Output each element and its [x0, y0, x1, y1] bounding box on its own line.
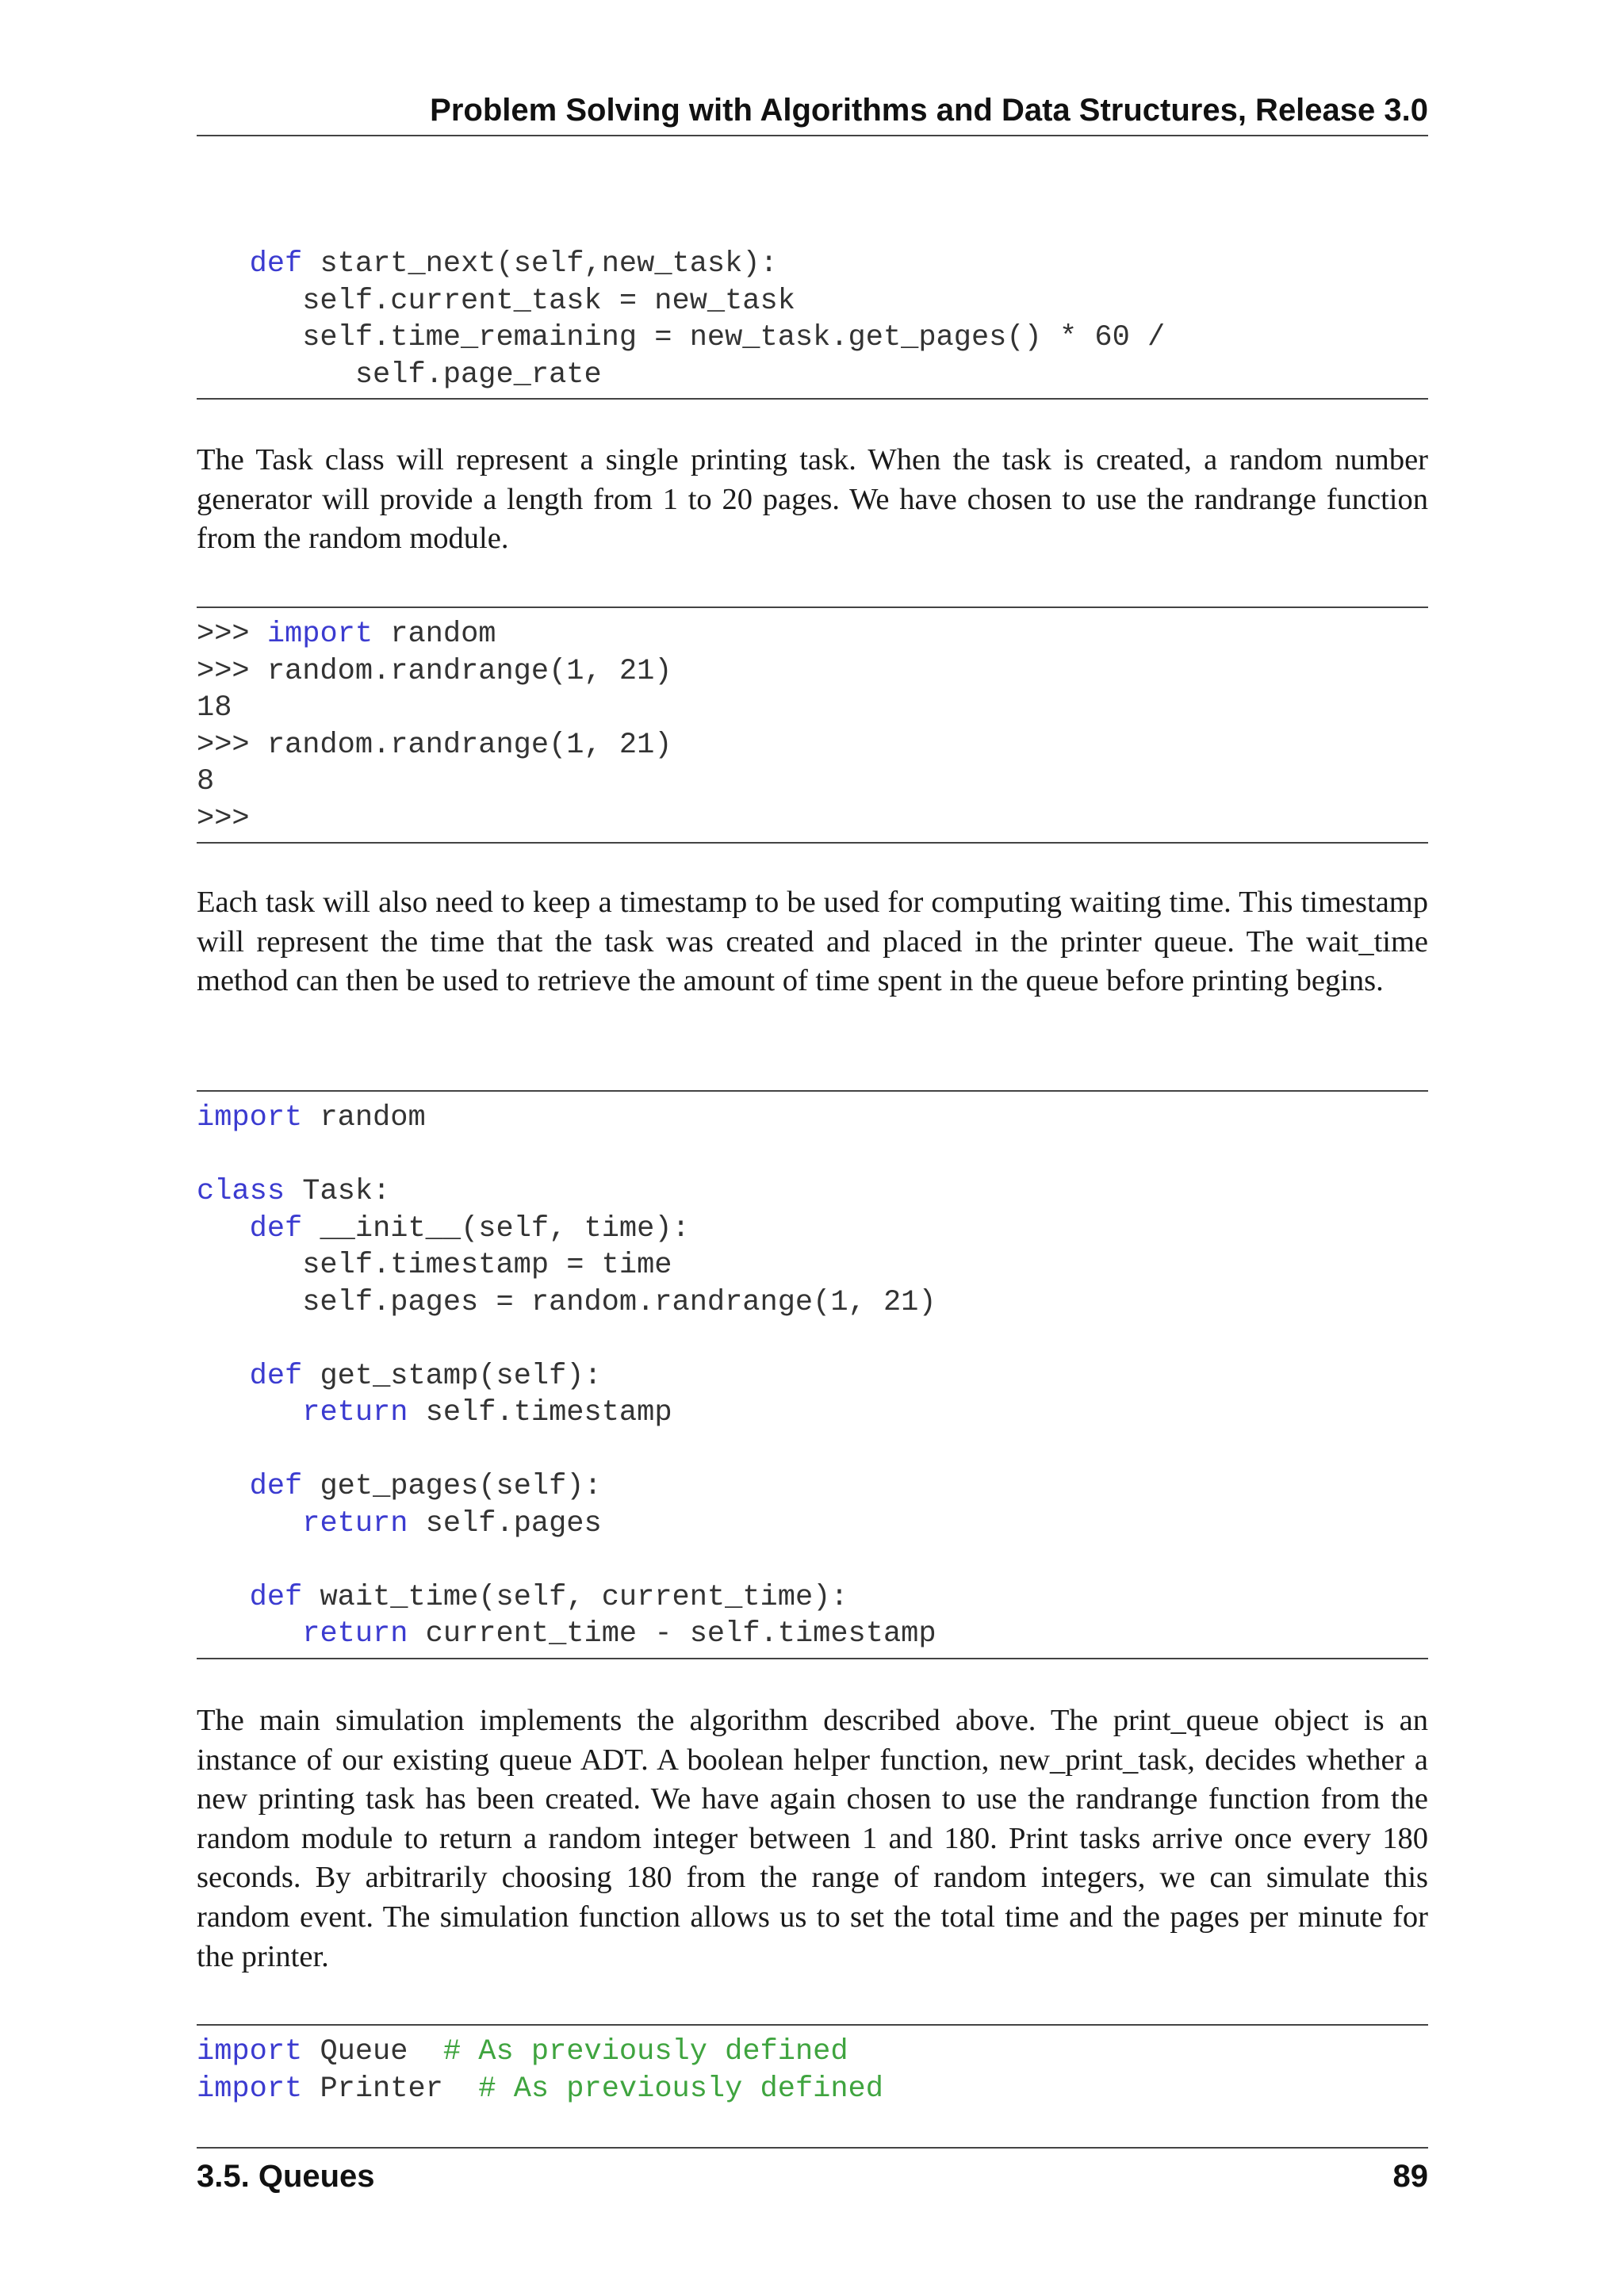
code-text: 18 [197, 691, 232, 725]
code-text: self.pages = random.randrange(1, 21) [197, 1285, 936, 1319]
code-line [197, 801, 1428, 838]
code-text: 8 [197, 765, 215, 798]
code-line [197, 2034, 1428, 2071]
code-block-randrange [197, 607, 1428, 844]
code-line [197, 616, 1428, 653]
code-keyword: import [197, 1101, 303, 1135]
code-line [197, 1468, 1428, 1506]
code-line [197, 1137, 1428, 1174]
code-line [197, 1358, 1428, 1395]
code-text: >>> random.randrange(1, 21) [197, 728, 672, 762]
code-block-task-class [197, 1090, 1428, 1659]
code-text: >>> [197, 618, 267, 651]
code-text: self.page_rate [197, 358, 602, 392]
code-line [197, 1100, 1428, 1137]
code-line [197, 1211, 1428, 1248]
code-text: current_time - self.timestamp [408, 1617, 936, 1651]
code-line [197, 1247, 1428, 1284]
code-keyword: def [249, 1580, 303, 1614]
footer-page-number: 89 [1392, 2159, 1428, 2194]
code-keyword: return [302, 1396, 408, 1429]
footer-rule [197, 2147, 1428, 2149]
code-text: Task: [285, 1175, 391, 1208]
paragraph-timestamp: Each task will also need to keep a timestamp to be used for computing waiting time. This timestamp will represent the time that the task was created and placed in the printer queue. The wait_time method can then be used to retrieve the amount of time spent in the queue before printing begins. [197, 886, 1428, 998]
code-text [197, 1470, 250, 1503]
code-text: self.timestamp [408, 1396, 672, 1429]
document-page [197, 0, 1428, 2296]
running-header: Problem Solving with Algorithms and Data Structures, Release 3.0 [430, 93, 1428, 128]
code-text: >>> random.randrange(1, 21) [197, 654, 672, 688]
code-text [197, 1396, 302, 1429]
code-text: random [373, 618, 496, 651]
code-block-printer-tail [197, 246, 1428, 400]
code-text [197, 1212, 250, 1246]
paragraph-main-simulation: The main simulation implements the algorithm described above. The print_queue object is an instance of our existing queue ADT. A boolean helper function, new_print_task, decides whether a new printing task has been created. We have again chosen to use the randrange function from the random module to return a random integer between 1 and 180. Print tasks arrive once every 180 seconds. By arbitrarily choosing 180 from the range of random integers, we can simulate this random event. The simulation function allows us to set the total time and the pages per minute for the printer. [197, 1704, 1428, 1973]
code-keyword: def [249, 1211, 303, 1246]
code-line [197, 727, 1428, 764]
code-line [197, 1321, 1428, 1358]
code-line [197, 690, 1428, 727]
code-line [197, 2071, 1428, 2108]
code-line [197, 1432, 1428, 1469]
code-keyword: return [302, 1506, 408, 1540]
code-text [197, 1581, 250, 1614]
code-block-imports [197, 2024, 1428, 2107]
code-keyword: class [197, 1175, 285, 1208]
footer-section-title: 3.5. Queues [197, 2159, 375, 2194]
code-text: self.timestamp = time [197, 1249, 672, 1282]
code-text: self.pages [408, 1506, 602, 1540]
code-line [197, 357, 1428, 394]
code-text: random [302, 1101, 426, 1135]
code-comment: # As previously defined [442, 2035, 848, 2068]
code-text: get_stamp(self): [302, 1359, 602, 1393]
code-comment: # As previously defined [478, 2072, 883, 2106]
code-line [197, 1616, 1428, 1653]
code-line [197, 1395, 1428, 1432]
code-text: self.current_task = new_task [197, 284, 795, 318]
code-text: __init__(self, time): [302, 1211, 690, 1246]
code-text: Printer [302, 2072, 479, 2106]
code-line [197, 283, 1428, 320]
code-line [197, 1579, 1428, 1617]
code-line [197, 1284, 1428, 1322]
code-line [197, 763, 1428, 801]
code-keyword: import [197, 2035, 303, 2068]
code-text [197, 1507, 302, 1540]
code-keyword: def [249, 1470, 303, 1503]
code-text: >>> [197, 802, 250, 836]
code-line [197, 1542, 1428, 1579]
code-text [197, 247, 250, 281]
code-line [197, 246, 1428, 283]
code-text [197, 1360, 250, 1393]
code-text: Queue [302, 2035, 443, 2068]
paragraph-task-intro: The Task class will represent a single printing task. When the task is created, a random number generator will provide a length from 1 to 20 pages. We have chosen to use the randrange function from the random module. [197, 443, 1428, 556]
code-text: start_next(self,new_task): [302, 247, 778, 281]
code-line [197, 1173, 1428, 1211]
code-line [197, 320, 1428, 357]
code-keyword: return [302, 1617, 408, 1651]
code-line [197, 1506, 1428, 1543]
code-text: self.time_remaining = new_task.get_pages() * 60 / [197, 321, 1166, 354]
header-rule [197, 135, 1428, 136]
code-line [197, 653, 1428, 691]
code-keyword: def [249, 1359, 303, 1393]
code-keyword: import [266, 618, 373, 651]
code-text: wait_time(self, current_time): [302, 1580, 848, 1614]
code-text [197, 1617, 302, 1651]
code-text: get_pages(self): [302, 1470, 602, 1503]
code-keyword: def [249, 247, 303, 281]
code-keyword: import [197, 2072, 303, 2106]
